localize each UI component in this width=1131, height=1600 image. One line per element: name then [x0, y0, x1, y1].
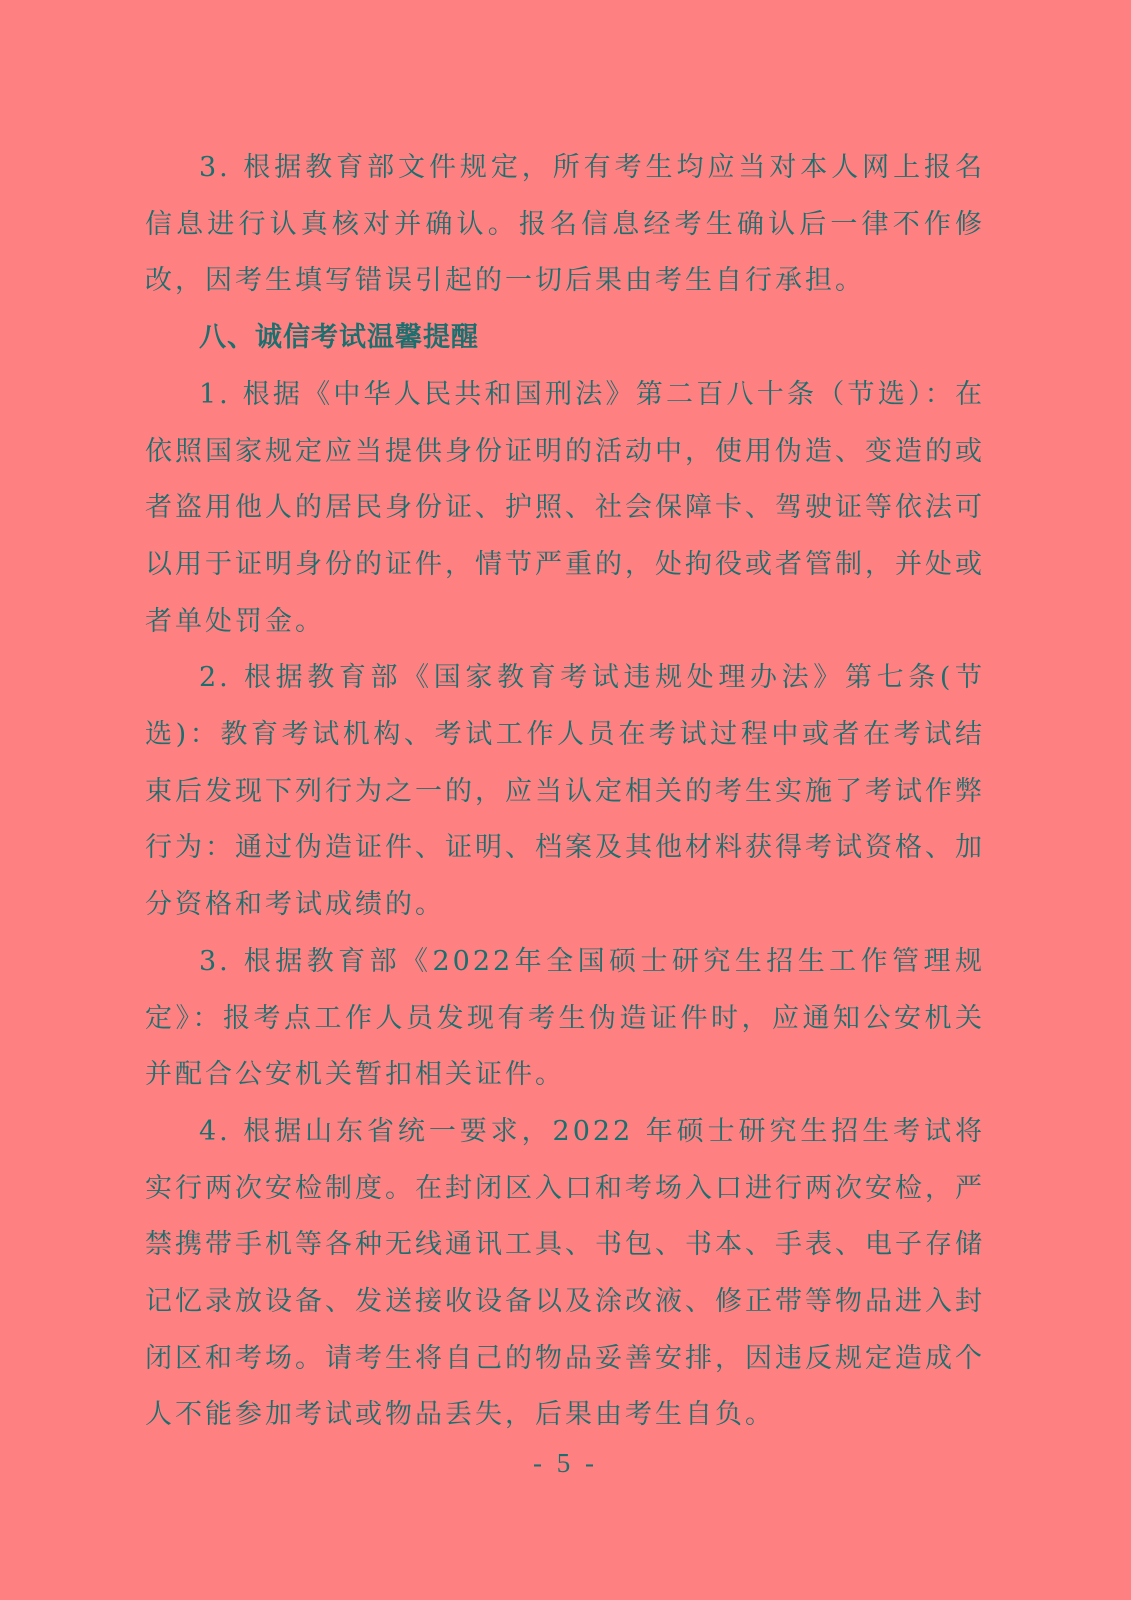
document-body — [145, 140, 985, 1444]
paragraph-criminal-law: 1. 根据《中华人民共和国刑法》第二百八十条（节选）：在依照国家规定应当提供身份证明的活动中，使用伪造、变造的或者盗用他人的居民身份证、护照、社会保障卡、驾驶证等依法可以用于证明身份的证件，情节严重的，处拘役或者管制，并处或者单处罚金。 — [145, 378, 985, 637]
section-heading-integrity-reminder: 八、诚信考试温馨提醒 — [199, 322, 479, 354]
paragraph-admission-rules: 3. 根据教育部《2022年全国硕士研究生招生工作管理规定》：报考点工作人员发现有考生伪造证件时，应通知公安机关并配合公安机关暂扣相关证件。 — [145, 945, 985, 1091]
page-number: - 5 - — [533, 1448, 598, 1478]
paragraph-registration-confirmation: 3. 根据教育部文件规定，所有考生均应当对本人网上报名信息进行认真核对并确认。报名信息经考生确认后一律不作修改，因考生填写错误引起的一切后果由考生自行承担。 — [145, 152, 985, 297]
paragraph-security-check: 4. 根据山东省统一要求，2022 年硕士研究生招生考试将实行两次安检制度。在封闭区入口和考场入口进行两次安检，严禁携带手机等各种无线通讯工具、书包、书本、手表、电子存储记忆录放设备、发送接收设备以及涂改液、修正带等物品进入封闭区和考场。请考生将自己的物品妥善安排，因违反规定造成个人不能参加考试或物品丢失，后果由考生自负。 — [145, 1115, 985, 1431]
paragraph-exam-violation-rules: 2. 根据教育部《国家教育考试违规处理办法》第七条(节选)：教育考试机构、考试工作人员在考试过程中或者在考试结束后发现下列行为之一的，应当认定相关的考生实施了考试作弊行为：通过伪造证件、证明、档案及其他材料获得考试资格、加分资格和考试成绩的。 — [145, 662, 985, 921]
